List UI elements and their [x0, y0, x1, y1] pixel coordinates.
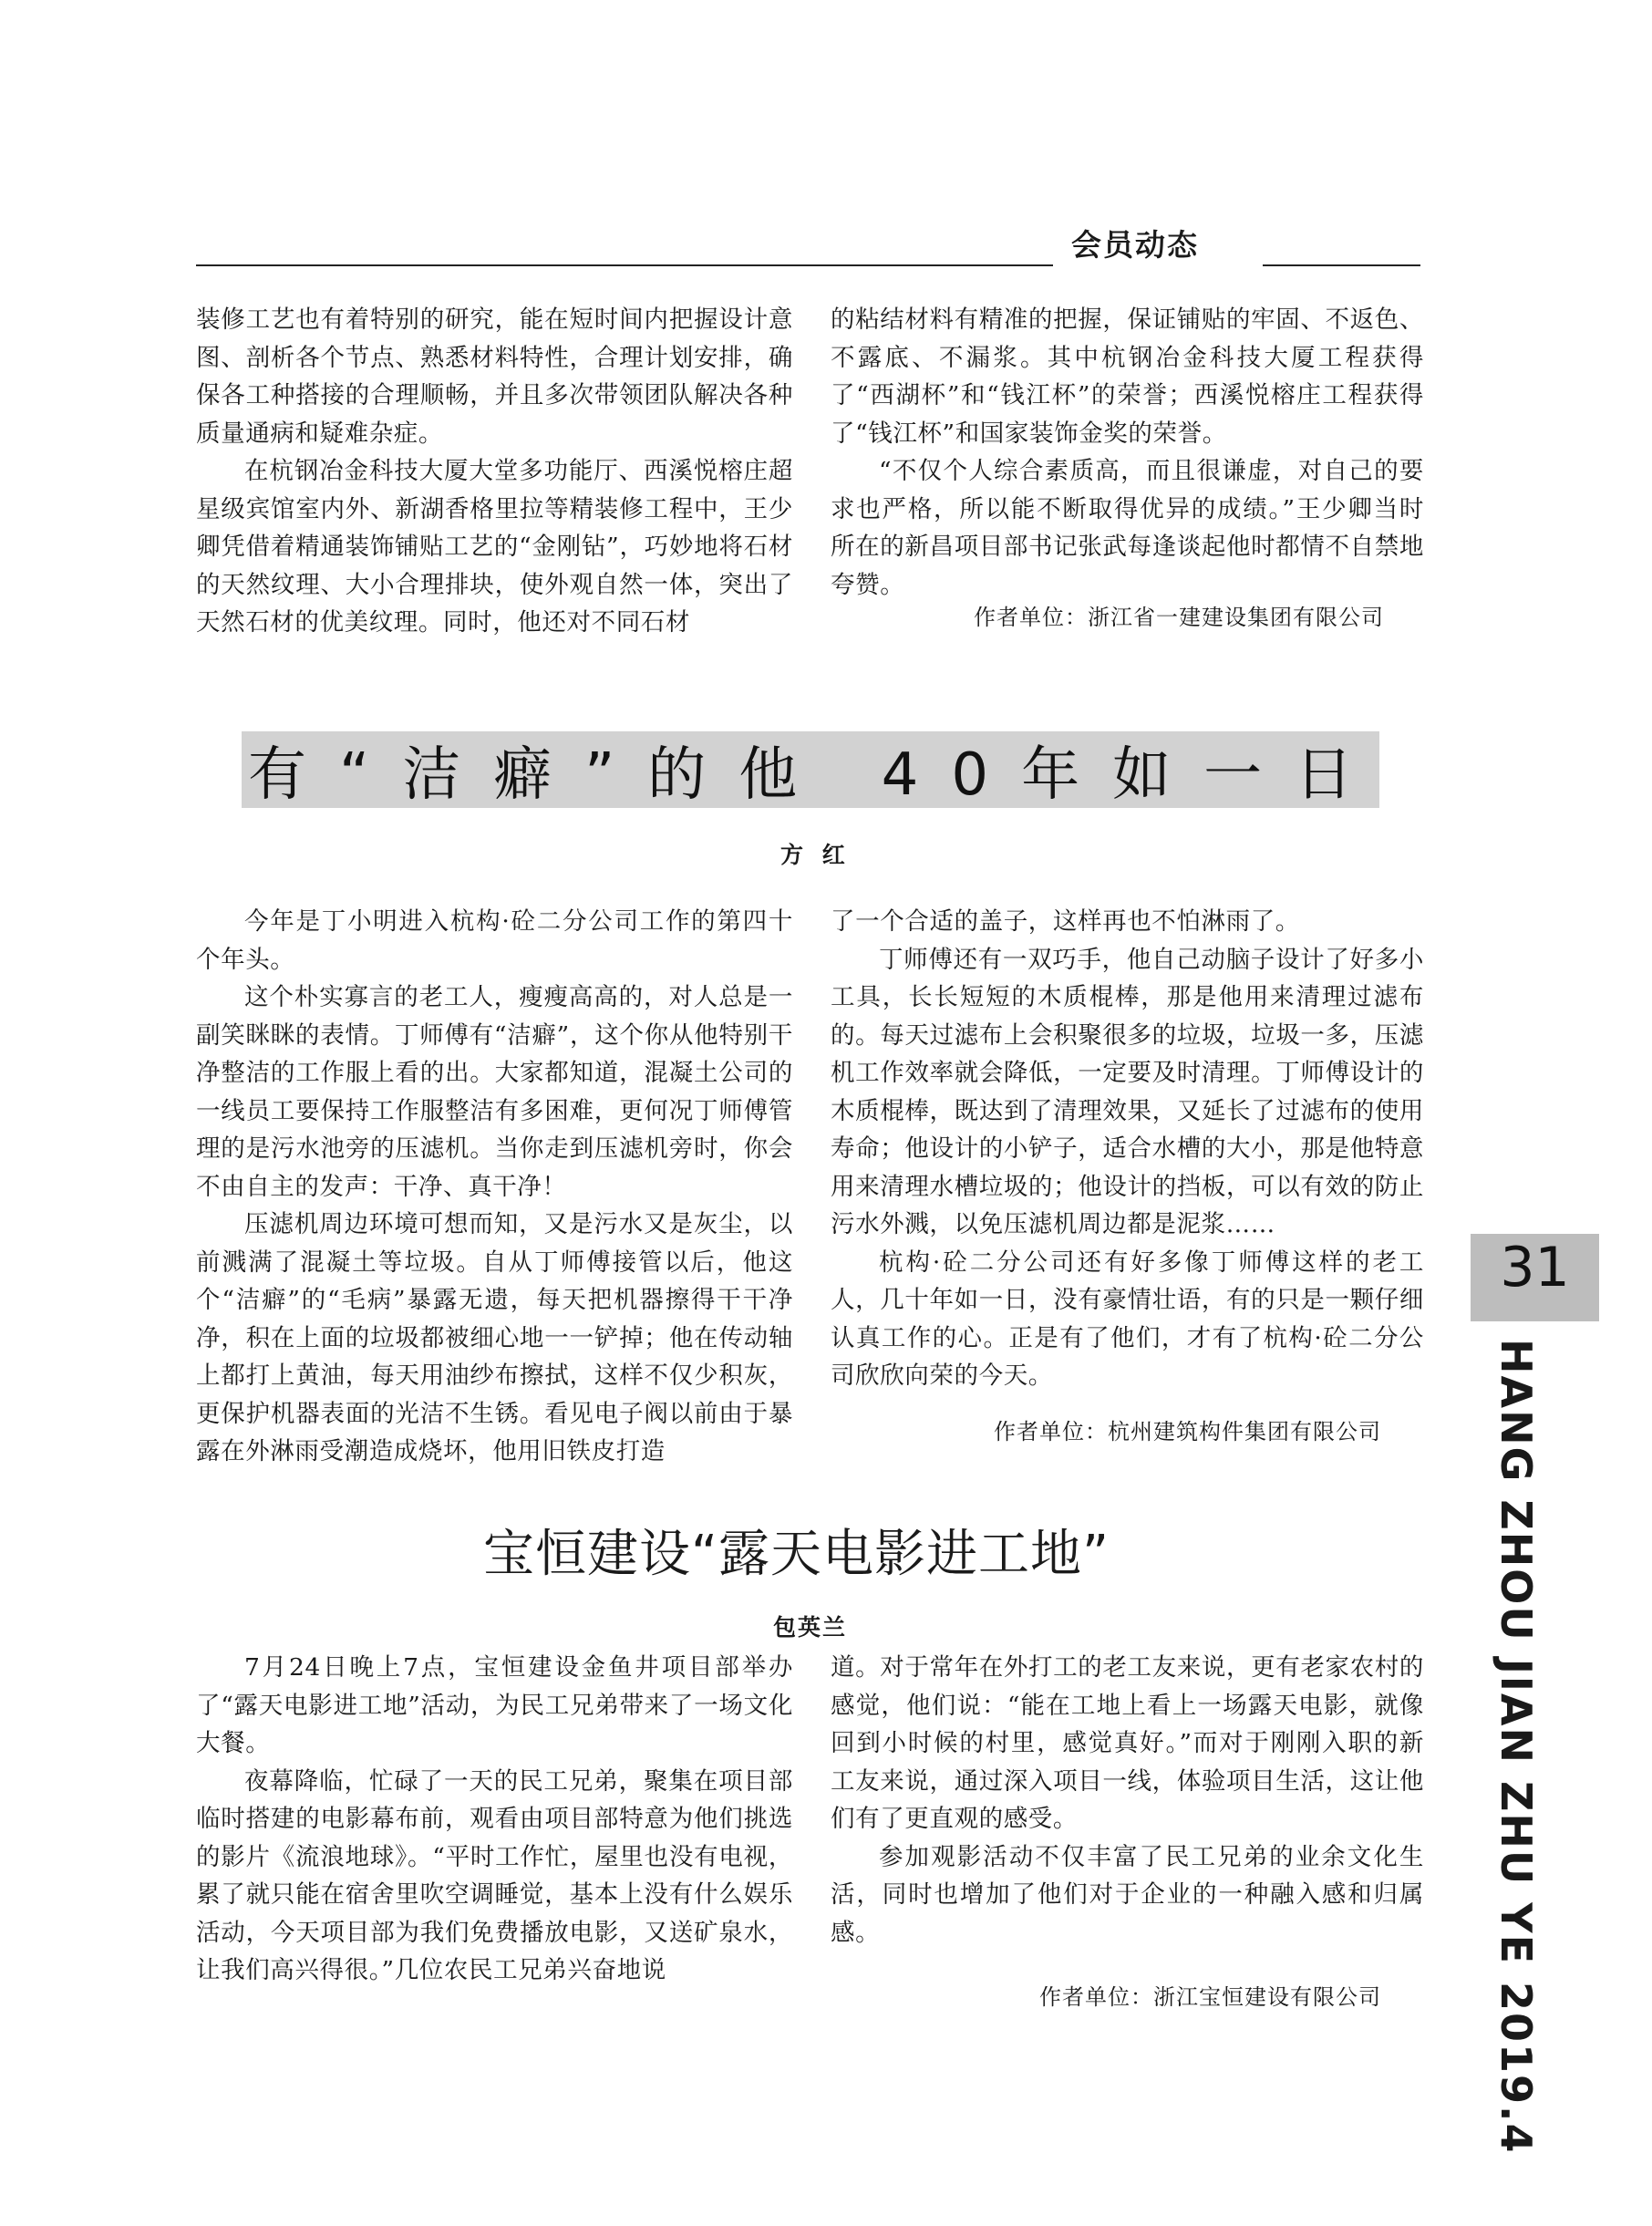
- paragraph: 压滤机周边环境可想而知，又是污水又是灰尘，以前溅满了混凝土等垃圾。自从丁师傅接管以后，他这个“洁癖”的“毛病”暴露无遗，每天把机器擦得干干净净，积在上面的垃圾都被细心地一一铲掉；他在传动轴上都打上黄油，每天用油纱布擦拭，这样不仅少积灰，更保护机器表面的光洁不生锈。看见电子阀以前由于暴露在外淋雨受潮造成烧坏，他用旧铁皮打造: [196, 1210, 793, 1465]
- article2-byline: 方 红: [780, 842, 851, 868]
- section-title: 会员动态: [1071, 227, 1199, 263]
- header-rule-left: [196, 264, 1053, 266]
- paragraph: “不仅个人综合素质高，而且很谦虚，对自己的要求也严格，所以能不断取得优异的成绩。”王少卿当时所在的新昌项目部书记张武每逢谈起他时都情不自禁地夸赞。: [831, 457, 1424, 599]
- article1-right-column: [831, 301, 1424, 604]
- paragraph: 道。对于常年在外打工的老工友来说，更有老家农村的感觉，他们说：“能在工地上看上一场露天电影，就像回到小时候的村里，感觉真好。”而对于刚刚入职的新工友来说，通过深入项目一线，体验项目生活，这让他们有了更直观的感受。: [831, 1653, 1424, 1833]
- article3-left-column: [196, 1649, 793, 1990]
- paragraph: 装修工艺也有着特别的研究，能在短时间内把握设计意图、剖析各个节点、熟悉材料特性，合理计划安排，确保各工种搭接的合理顺畅，并且多次带领团队解决各种质量通病和疑难杂症。: [196, 305, 793, 448]
- paragraph: 杭构·砼二分公司还有好多像丁师傅这样的老工人，几十年如一日，没有豪情壮语，有的只是一颗仔细认真工作的心。正是有了他们，才有了杭构·砼二分公司欣欣向荣的今天。: [831, 1248, 1424, 1390]
- paragraph: 夜幕降临，忙碌了一天的民工兄弟，聚集在项目部临时搭建的电影幕布前，观看由项目部特意为他们挑选的影片《流浪地球》。“平时工作忙，屋里也没有电视，累了就只能在宿舍里吹空调睡觉，基本上没有什么娱乐活动，今天项目部为我们免费播放电影，又送矿泉水，让我们高兴得很。”几位农民工兄弟兴奋地说: [196, 1766, 793, 1984]
- header-rule-right: [1263, 264, 1420, 266]
- page-number: 31: [1500, 1236, 1570, 1299]
- article2-right-column: [831, 903, 1424, 1395]
- article3-title: 宝恒建设“露天电影进工地”: [483, 1525, 1110, 1584]
- article2-left-column: [196, 903, 793, 1471]
- article2-author: 作者单位：杭州建筑构件集团有限公司: [994, 1419, 1381, 1444]
- article2-title: 有“洁癖”的他 40年如一日: [248, 741, 1387, 809]
- article3-byline: 包英兰: [773, 1614, 848, 1641]
- magazine-issue-vertical: HANG ZHOU JIAN ZHU YE 2019.4: [1492, 1339, 1541, 2155]
- paragraph: 丁师傅还有一双巧手，他自己动脑子设计了好多小工具，长长短短的木质棍棒，那是他用来清理过滤布的。每天过滤布上会积聚很多的垃圾，垃圾一多，压滤机工作效率就会降低，一定要及时清理。丁师傅设计的木质棍棒，既达到了清理效果，又延长了过滤布的使用寿命；他设计的小铲子，适合水槽的大小，那是他特意用来清理水槽垃圾的；他设计的挡板，可以有效的防止污水外溅，以免压滤机周边都是泥浆……: [831, 945, 1424, 1238]
- paragraph: 了一个合适的盖子，这样再也不怕淋雨了。: [831, 907, 1300, 936]
- paragraph: 这个朴实寡言的老工人，瘦瘦高高的，对人总是一副笑眯眯的表情。丁师傅有“洁癖”，这个你从他特别干净整洁的工作服上看的出。大家都知道，混凝土公司的一线员工要保持工作服整洁有多困难，更何况丁师傅管理的是污水池旁的压滤机。当你走到压滤机旁时，你会不由自主的发声：干净、真干净！: [196, 983, 793, 1201]
- article1-left-column: [196, 301, 793, 642]
- article3-author: 作者单位：浙江宝恒建设有限公司: [1039, 1984, 1381, 2010]
- paragraph: 参加观影活动不仅丰富了民工兄弟的业余文化生活，同时也增加了他们对于企业的一种融入感和归属感。: [831, 1842, 1424, 1947]
- article1-author: 作者单位：浙江省一建建设集团有限公司: [974, 605, 1384, 630]
- paragraph: 今年是丁小明进入杭构·砼二分公司工作的第四十个年头。: [196, 907, 793, 974]
- paragraph: 7月24日晚上7点，宝恒建设金鱼井项目部举办了“露天电影进工地”活动，为民工兄弟带来了一场文化大餐。: [196, 1653, 793, 1757]
- article3-right-column: [831, 1649, 1424, 1952]
- paragraph: 的粘结材料有精准的把握，保证铺贴的牢固、不返色、不露底、不漏浆。其中杭钢冶金科技大厦工程获得了“西湖杯”和“钱江杯”的荣誉；西溪悦榕庄工程获得了“钱江杯”和国家装饰金奖的荣誉。: [831, 305, 1424, 448]
- paragraph: 在杭钢冶金科技大厦大堂多功能厅、西溪悦榕庄超星级宾馆室内外、新湖香格里拉等精装修工程中，王少卿凭借着精通装饰铺贴工艺的“金刚钻”，巧妙地将石材的天然纹理、大小合理排块，使外观自然一体，突出了天然石材的优美纹理。同时，他还对不同石材: [196, 457, 793, 637]
